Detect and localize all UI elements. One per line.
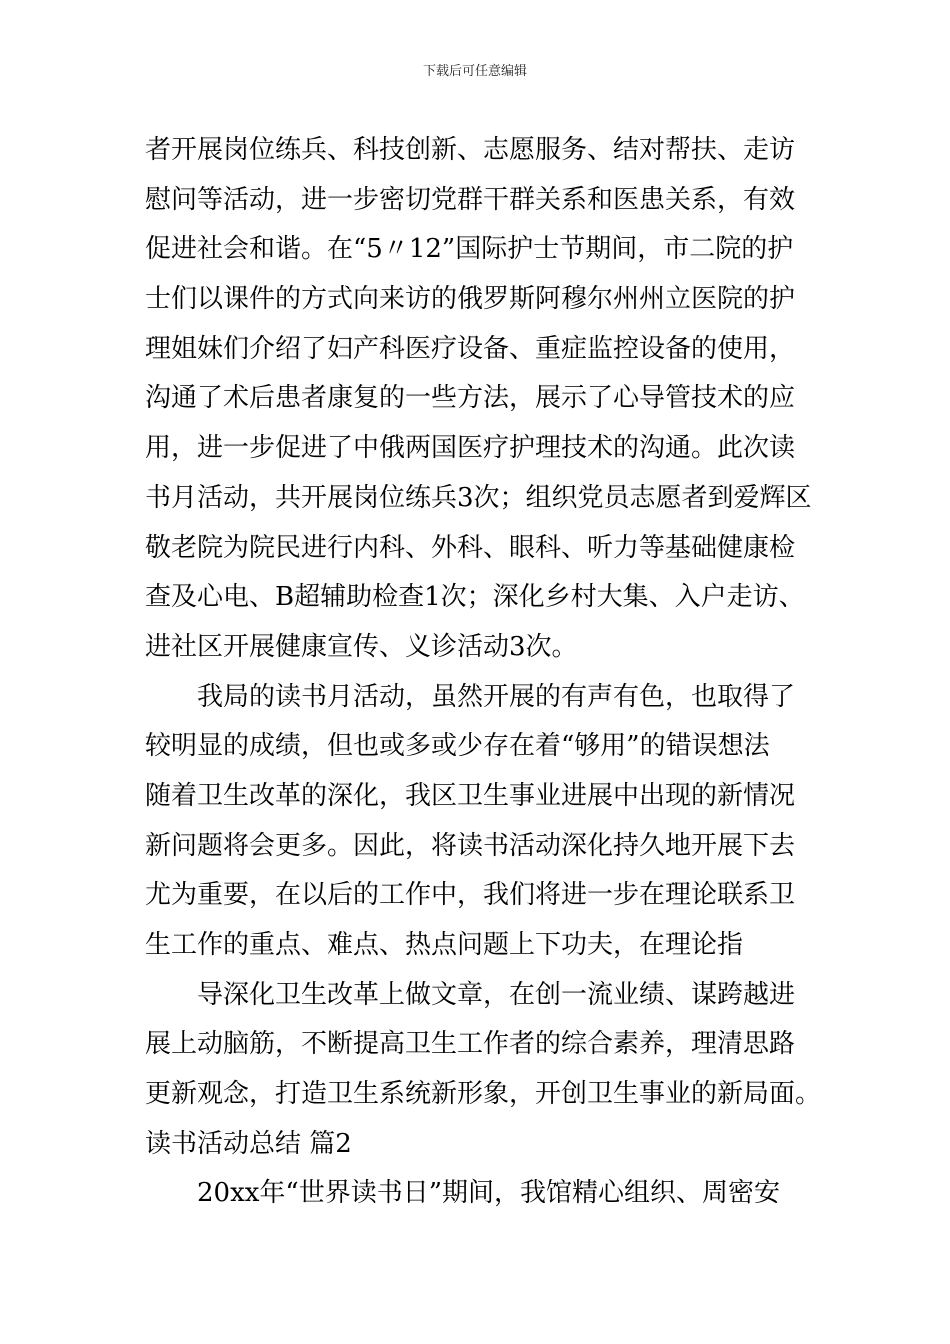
paragraph-line: 随着卫生改革的深化，我区卫生事业进展中出现的新情况 <box>145 780 796 811</box>
body-text <box>145 126 822 1219</box>
paragraph-line: 导深化卫生改革上做文章，在创一流业绩、谋跨越进 <box>197 979 796 1010</box>
paragraph-line: 促进社会和谐。在“5〃12”国际护士节期间，市二院的护 <box>145 234 794 265</box>
paragraph-line: 沟通了术后患者康复的一些方法，展示了心导管技术的应 <box>145 383 796 414</box>
header-note: 下载后可任意编辑 <box>422 64 527 79</box>
paragraph-line: 展上动脑筋，不断提高卫生工作者的综合素养，理清思路 <box>145 1029 796 1060</box>
paragraph-line: 用，进一步促进了中俄两国医疗护理技术的沟通。此次读 <box>145 433 796 464</box>
section-heading: 读书活动总结 篇2 <box>145 1128 352 1159</box>
paragraph-line: 书月活动，共开展岗位练兵3次；组织党员志愿者到爱辉区 <box>145 482 812 513</box>
paragraph-line: 我局的读书月活动，虽然开展的有声有色，也取得了 <box>197 681 796 712</box>
paragraph-line: 者开展岗位练兵、科技创新、志愿服务、结对帮扶、走访 <box>145 135 796 165</box>
paragraph-line: 生工作的重点、难点、热点问题上下功夫，在理论指 <box>145 930 744 960</box>
paragraph-line: 查及心电、B超辅助检查1次；深化乡村大集、入户走访、 <box>145 582 805 613</box>
paragraph-line: 士们以课件的方式向来访的俄罗斯阿穆尔州州立医院的护 <box>145 284 796 315</box>
paragraph-line: 尤为重要，在以后的工作中，我们将进一步在理论联系卫 <box>145 880 796 911</box>
paragraph-line: 20xx年“世界读书日”期间，我馆精心组织、周密安 <box>197 1178 780 1209</box>
paragraph-line: 较明显的成绩，但也或多或少存在着“够用”的错误想法 <box>145 731 770 762</box>
paragraph-line: 新问题将会更多。因此，将读书活动深化持久地开展下去 <box>145 830 796 861</box>
paragraph-line: 更新观念，打造卫生系统新形象，开创卫生事业的新局面。 <box>145 1079 822 1110</box>
paragraph-line: 进社区开展健康宣传、义诊活动3次。 <box>145 631 578 662</box>
paragraph-line: 敬老院为院民进行内科、外科、眼科、听力等基础健康检 <box>145 532 796 563</box>
paragraph-line: 慰问等活动，进一步密切党群干群关系和医患关系，有效 <box>145 184 796 215</box>
paragraph-line: 理姐妹们介绍了妇产科医疗设备、重症监控设备的使用， <box>145 333 796 364</box>
